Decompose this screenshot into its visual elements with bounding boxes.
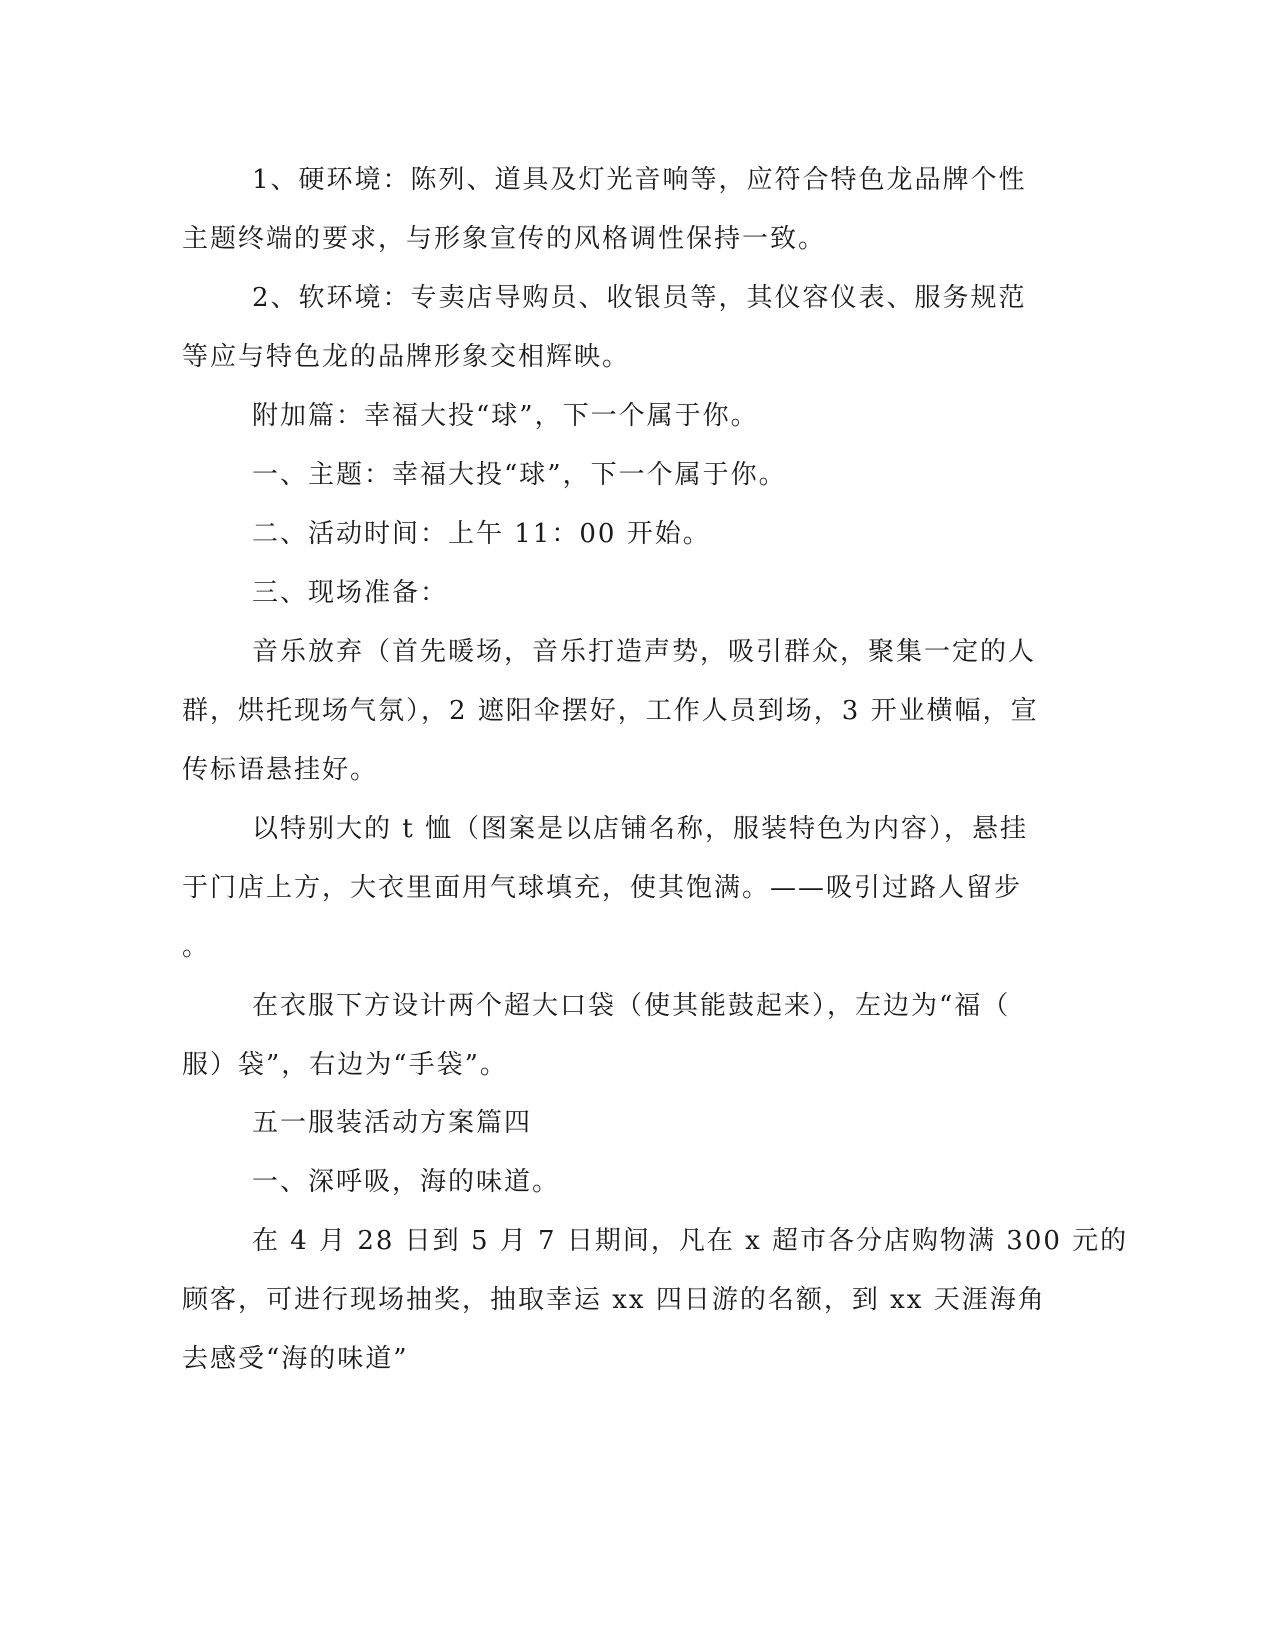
paragraph-line: 1、硬环境：陈列、道具及灯光音响等，应符合特色龙品牌个性 <box>252 165 1027 195</box>
paragraph-line: 一、深呼吸，海的味道。 <box>252 1167 561 1197</box>
section-heading: 五一服装活动方案篇四 <box>252 1108 533 1138</box>
paragraph-line: 附加篇：幸福大投“球”，下一个属于你。 <box>252 401 759 431</box>
paragraph-line: 2、软环境：专卖店导购员、收银员等，其仪容仪表、服务规范 <box>252 283 1027 313</box>
paragraph-line: 于门店上方，大衣里面用气球填充，使其饱满。——吸引过路人留步 <box>182 873 1023 903</box>
paragraph-line: 音乐放弃（首先暖场，音乐打造声势，吸引群众，聚集一定的人 <box>252 637 1037 667</box>
paragraph-line: 去感受“海的味道” <box>182 1344 409 1374</box>
paragraph-line: 一、主题：幸福大投“球”，下一个属于你。 <box>252 460 787 490</box>
paragraph-line: 三、现场准备： <box>252 578 449 608</box>
paragraph-line: 主题终端的要求，与形象宣传的风格调性保持一致。 <box>182 224 827 254</box>
paragraph-line: 等应与特色龙的品牌形象交相辉映。 <box>182 342 631 372</box>
paragraph-line: 传标语悬挂好。 <box>182 755 379 785</box>
paragraph-line: 顾客，可进行现场抽奖，抽取幸运 xx 四日游的名额，到 xx 天涯海角 <box>182 1285 1046 1315</box>
paragraph-line: 以特别大的 t 恤（图案是以店铺名称，服装特色为内容），悬挂 <box>252 814 1028 844</box>
paragraph-line: 群，烘托现场气氛），2 遮阳伞摆好，工作人员到场，3 开业横幅，宣 <box>182 696 1039 726</box>
paragraph-line: 。 <box>182 932 211 962</box>
paragraph-line: 服）袋”，右边为“手袋”。 <box>182 1050 508 1080</box>
paragraph-line: 在 4 月 28 日到 5 月 7 日期间，凡在 x 超市各分店购物满 300 元的 <box>252 1226 1129 1256</box>
paragraph-line: 二、活动时间：上午 11：00 开始。 <box>252 519 711 549</box>
paragraph-line: 在衣服下方设计两个超大口袋（使其能鼓起来），左边为“福（ <box>252 991 1011 1021</box>
